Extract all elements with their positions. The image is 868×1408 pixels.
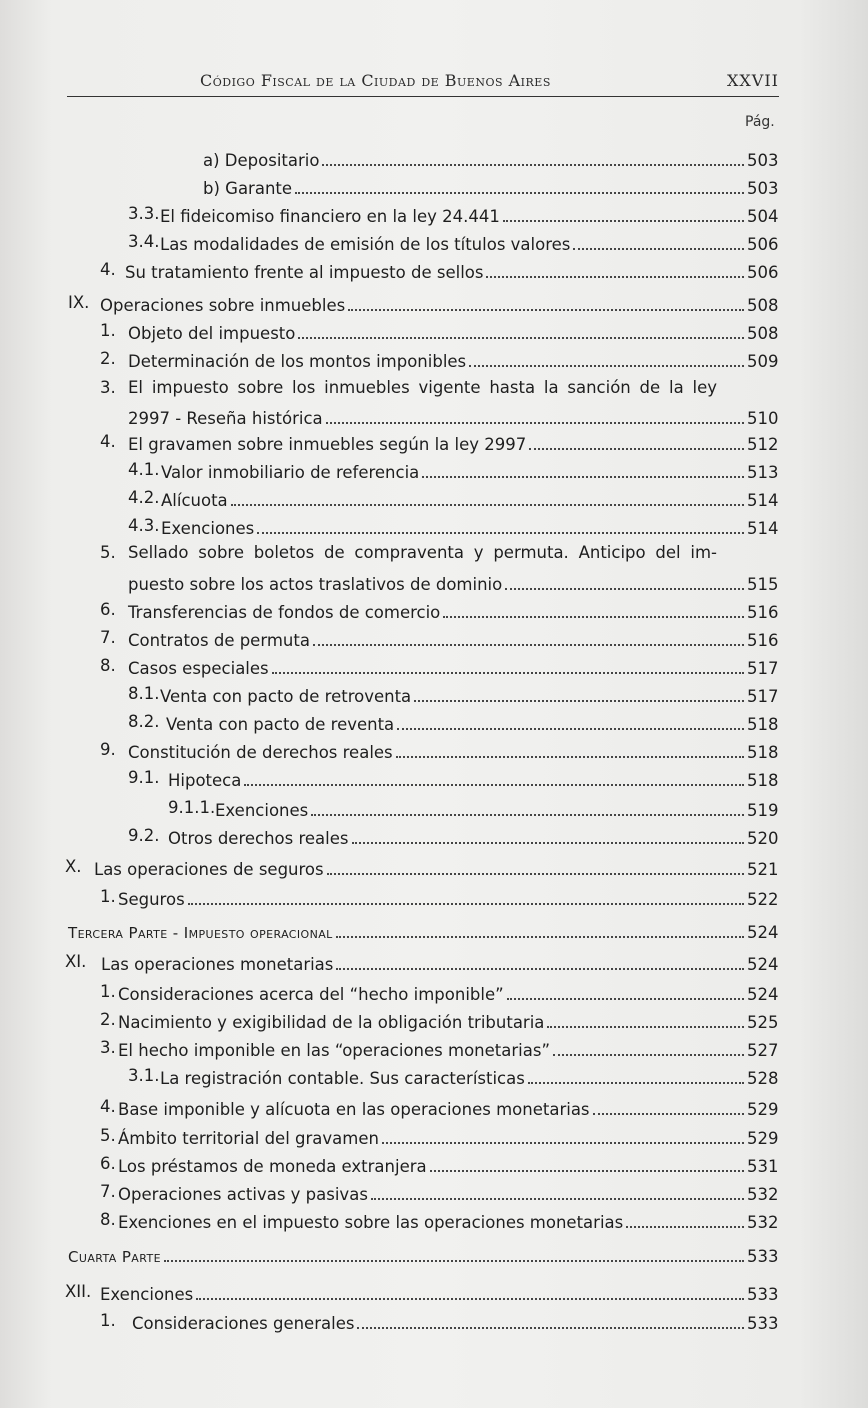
toc-entry[interactable]	[118, 1124, 777, 1150]
dot-leader	[327, 855, 744, 875]
toc-entry[interactable]	[101, 950, 777, 976]
toc-entry[interactable]	[160, 1064, 777, 1090]
toc-entry-title: La registración contable. Sus características	[160, 1069, 525, 1088]
toc-entry-title: Contratos de permuta	[128, 631, 310, 650]
toc-entry-number: 8.1.	[128, 684, 160, 703]
toc-entry-page: 510	[747, 409, 779, 428]
toc-entry-page: 506	[747, 263, 779, 282]
toc-entry-number: 1.	[100, 887, 116, 906]
toc-entry-title: Constitución de derechos reales	[128, 743, 393, 762]
toc-entry-page: 503	[747, 151, 779, 170]
toc-entry-number: 4.	[100, 1097, 116, 1116]
toc-entry-title: Valor inmobiliario de referencia	[161, 463, 420, 482]
toc-entry-number: XII.	[65, 1282, 92, 1301]
toc-entry-title: Los préstamos de moneda extranjera	[118, 1157, 427, 1176]
toc-entry[interactable]	[160, 230, 777, 256]
toc-entry[interactable]	[118, 885, 777, 911]
dot-leader	[503, 202, 744, 222]
toc-entry-page: 513	[747, 463, 779, 482]
toc-entry-number: 2.	[100, 349, 116, 368]
toc-entry-page: 533	[747, 1285, 779, 1304]
toc-entry-page: 515	[747, 575, 779, 594]
toc-entry-page: 529	[747, 1100, 779, 1119]
dot-leader	[336, 918, 744, 938]
dot-leader	[295, 174, 744, 194]
toc-entry-page: 520	[747, 829, 779, 848]
toc-entry-title: puesto sobre los actos traslativos de dominio	[128, 575, 503, 594]
dot-leader	[336, 950, 744, 970]
toc-entry-title: b) Garante	[203, 179, 293, 198]
dot-leader	[505, 570, 744, 590]
toc-entry-page: 532	[747, 1213, 779, 1232]
toc-entry-number: 3.	[100, 1038, 116, 1057]
toc-entry-title: Tercera Parte - Impuesto operacional	[68, 924, 333, 942]
dot-leader	[529, 430, 744, 450]
toc-entry-number: 1.	[100, 321, 116, 340]
dot-leader	[231, 486, 744, 506]
dot-leader	[298, 319, 744, 339]
dot-leader	[397, 710, 744, 730]
toc-entry-title: Exenciones en el impuesto sobre las operaciones monetarias	[118, 1213, 624, 1232]
toc-entry[interactable]	[128, 430, 777, 456]
toc-entry-number: X.	[65, 857, 82, 876]
dot-leader	[352, 824, 745, 844]
toc-entry-page: 533	[747, 1314, 779, 1333]
toc-entry-number: 8.	[100, 656, 116, 675]
toc-entry-number: 3.3.	[128, 204, 160, 223]
toc-entry[interactable]	[128, 626, 777, 652]
toc-entry-title: Ámbito territorial del gravamen	[118, 1129, 379, 1148]
toc-entry-page: 508	[747, 324, 779, 343]
toc-entry-number: 6.	[100, 600, 116, 619]
header-page-number: XXVII	[727, 71, 779, 90]
toc-entry-number: 8.2.	[128, 712, 160, 731]
toc-entry-number: 1.	[100, 1311, 116, 1330]
dot-leader	[257, 514, 744, 534]
toc-entry-page: 529	[747, 1129, 779, 1148]
toc-entry-title: Alícuota	[161, 491, 228, 510]
dot-leader	[322, 146, 744, 166]
toc-entry[interactable]	[128, 404, 777, 430]
toc-entry-page: 517	[747, 659, 779, 678]
toc-entry[interactable]	[118, 1008, 777, 1034]
toc-entry-title: Base imponible y alícuota en las operaciones monetarias	[118, 1100, 590, 1119]
toc-entry[interactable]	[118, 980, 777, 1006]
toc-entry-page: 522	[747, 890, 779, 909]
toc-entry-page: 504	[747, 207, 779, 226]
dot-leader	[486, 258, 744, 278]
dot-leader	[244, 766, 744, 786]
toc-entry-title-line1: El impuesto sobre los inmuebles vigente hasta la sanción de la ley	[128, 378, 717, 397]
toc-entry-title: Casos especiales	[128, 659, 269, 678]
toc-entry-number: 2.	[100, 1010, 116, 1029]
toc-entry-title: Determinación de los montos imponibles	[128, 352, 467, 371]
dot-leader	[422, 458, 744, 478]
toc-entry-number: 9.1.1.	[168, 798, 216, 817]
toc-entry-title: Exenciones	[161, 519, 255, 538]
toc-entry-title: Venta con pacto de retroventa	[160, 687, 412, 706]
toc-entry-page: 524	[747, 985, 779, 1004]
toc-entry-title: Las operaciones monetarias	[101, 955, 334, 974]
toc-entry-number: 9.2.	[128, 826, 160, 845]
toc-entry-number: 9.1.	[128, 768, 160, 787]
dot-leader	[469, 347, 744, 367]
toc-entry-title: Exenciones	[215, 801, 309, 820]
running-header	[67, 68, 779, 97]
toc-entry[interactable]	[215, 796, 777, 822]
toc-entry-page: 518	[747, 771, 779, 790]
toc-entry[interactable]	[68, 918, 777, 944]
dot-leader	[164, 1242, 744, 1262]
toc-entry-number: 5.	[100, 543, 116, 562]
toc-entry-page: 527	[747, 1041, 779, 1060]
toc-entry-title: El gravamen sobre inmuebles según la ley 2997	[128, 435, 527, 454]
dot-leader	[507, 980, 744, 1000]
toc-entry[interactable]	[168, 766, 777, 792]
toc-entry-page: 503	[747, 179, 779, 198]
dot-leader	[313, 626, 744, 646]
toc-entry[interactable]	[118, 1208, 777, 1234]
toc-entry-page: 518	[747, 715, 779, 734]
toc-entry-page: 517	[747, 687, 779, 706]
toc-entry[interactable]	[128, 654, 777, 680]
toc-entry[interactable]	[118, 1036, 777, 1062]
toc-entry[interactable]	[118, 1095, 777, 1121]
dot-leader	[396, 738, 744, 758]
toc-entry-title: Otros derechos reales	[168, 829, 349, 848]
toc-entry-title: Operaciones activas y pasivas	[118, 1185, 368, 1204]
toc-entry-page: 532	[747, 1185, 779, 1204]
dot-leader	[528, 1064, 744, 1084]
toc-entry-title: a) Depositario	[203, 151, 320, 170]
toc-entry-number: 4.2.	[128, 488, 160, 507]
dot-leader	[188, 885, 744, 905]
dot-leader	[311, 796, 744, 816]
toc-entry-number: 4.1.	[128, 460, 160, 479]
toc-entry[interactable]	[132, 1309, 777, 1335]
dot-leader	[443, 598, 744, 618]
toc-entry[interactable]	[160, 202, 777, 228]
toc-entry-page: 533	[747, 1247, 779, 1266]
dot-leader	[414, 682, 744, 702]
toc-entry[interactable]	[118, 1152, 777, 1178]
toc-entry[interactable]	[160, 682, 777, 708]
toc-entry-page: 524	[747, 955, 779, 974]
toc-entry-title: Transferencias de fondos de comercio	[128, 603, 441, 622]
toc-entry-title: Exenciones	[100, 1285, 194, 1304]
toc-entry-title: Objeto del impuesto	[128, 324, 296, 343]
toc-entry-number: 3.	[100, 378, 116, 397]
toc-entry[interactable]	[128, 598, 777, 624]
dot-leader	[382, 1124, 744, 1144]
toc-entry-title: El hecho imponible en las “operaciones monetarias”	[118, 1041, 550, 1060]
toc-entry[interactable]	[128, 319, 777, 345]
toc-entry[interactable]	[203, 146, 777, 172]
toc-entry-number: 3.4.	[128, 232, 160, 251]
toc-entry[interactable]	[118, 1180, 777, 1206]
toc-entry[interactable]	[68, 1242, 777, 1268]
toc-entry-page: 531	[747, 1157, 779, 1176]
toc-entry-page: 514	[747, 491, 779, 510]
toc-entry-number: XI.	[65, 952, 87, 971]
toc-entry-title: Hipoteca	[168, 771, 242, 790]
toc-entry-page: 524	[747, 923, 779, 942]
dot-leader	[348, 291, 744, 311]
dot-leader	[547, 1008, 744, 1028]
toc-entry-number: 6.	[100, 1154, 116, 1173]
toc-entry[interactable]	[128, 570, 777, 596]
toc-entry-page: 516	[747, 603, 779, 622]
toc-entry-title-line1: Sellado sobre boletos de compraventa y permuta. Anticipo del im-	[128, 543, 717, 562]
toc-entry[interactable]	[166, 710, 777, 736]
toc-entry[interactable]	[203, 174, 777, 200]
dot-leader	[430, 1152, 744, 1172]
toc-entry-title: Su tratamiento frente al impuesto de sellos	[125, 263, 484, 282]
toc-entry[interactable]	[100, 1280, 777, 1306]
toc-entry-page: 506	[747, 235, 779, 254]
toc-entry-title: Las operaciones de seguros	[94, 860, 324, 879]
toc-entry-number: 5.	[100, 1126, 116, 1145]
toc-entry-number: 9.	[100, 740, 116, 759]
page-column-label: Pág.	[745, 114, 775, 130]
toc-entry-title: Cuarta Parte	[68, 1248, 161, 1266]
toc-entry-page: 519	[747, 801, 779, 820]
toc-entry[interactable]	[128, 347, 777, 373]
toc-entry-title: Las modalidades de emisión de los títulos valores	[160, 235, 571, 254]
toc-entry-number: IX.	[68, 293, 90, 312]
dot-leader	[573, 230, 744, 250]
toc-entry-title: El fideicomiso financiero en la ley 24.441	[160, 207, 500, 226]
toc-entry[interactable]	[128, 738, 777, 764]
toc-entry[interactable]	[161, 514, 777, 540]
toc-entry-number: 4.	[100, 432, 116, 451]
toc-entry[interactable]	[161, 458, 777, 484]
toc-entry-page: 518	[747, 743, 779, 762]
dot-leader	[626, 1208, 744, 1228]
toc-entry[interactable]	[161, 486, 777, 512]
toc-entry[interactable]	[168, 824, 777, 850]
toc-entry-title: Consideraciones acerca del “hecho imponible”	[118, 985, 504, 1004]
toc-entry[interactable]	[125, 258, 777, 284]
dot-leader	[326, 404, 744, 424]
toc-entry-page: 521	[747, 860, 779, 879]
toc-entry-title: Operaciones sobre inmuebles	[100, 296, 346, 315]
toc-entry-number: 8.	[100, 1210, 116, 1229]
toc-entry[interactable]	[94, 855, 777, 881]
toc-entry-title: Nacimiento y exigibilidad de la obligación tributaria	[118, 1013, 545, 1032]
toc-entry-page: 528	[747, 1069, 779, 1088]
dot-leader	[371, 1180, 744, 1200]
toc-entry-title: Seguros	[118, 890, 185, 909]
toc-entry-title: Consideraciones generales	[132, 1314, 355, 1333]
dot-leader	[272, 654, 744, 674]
dot-leader	[593, 1095, 744, 1115]
toc-entry-title: 2997 - Reseña histórica	[128, 409, 323, 428]
header-title: Código Fiscal de la Ciudad de Buenos Aires	[200, 71, 551, 90]
toc-entry-page: 514	[747, 519, 779, 538]
toc-entry-page: 512	[747, 435, 779, 454]
toc-entry-page: 516	[747, 631, 779, 650]
dot-leader	[357, 1309, 744, 1329]
dot-leader	[196, 1280, 744, 1300]
toc-entry-number: 4.	[100, 260, 116, 279]
toc-entry-number: 7.	[100, 628, 116, 647]
toc-entry-number: 3.1.	[128, 1066, 160, 1085]
toc-entry-page: 509	[747, 352, 779, 371]
toc-entry-page: 525	[747, 1013, 779, 1032]
toc-entry-title: Venta con pacto de reventa	[166, 715, 395, 734]
dot-leader	[553, 1036, 744, 1056]
toc-entry-page: 508	[747, 296, 779, 315]
toc-entry[interactable]	[100, 291, 777, 317]
toc-entry-number: 4.3.	[128, 516, 160, 535]
toc-entry-number: 7.	[100, 1182, 116, 1201]
toc-entry-number: 1.	[100, 982, 116, 1001]
